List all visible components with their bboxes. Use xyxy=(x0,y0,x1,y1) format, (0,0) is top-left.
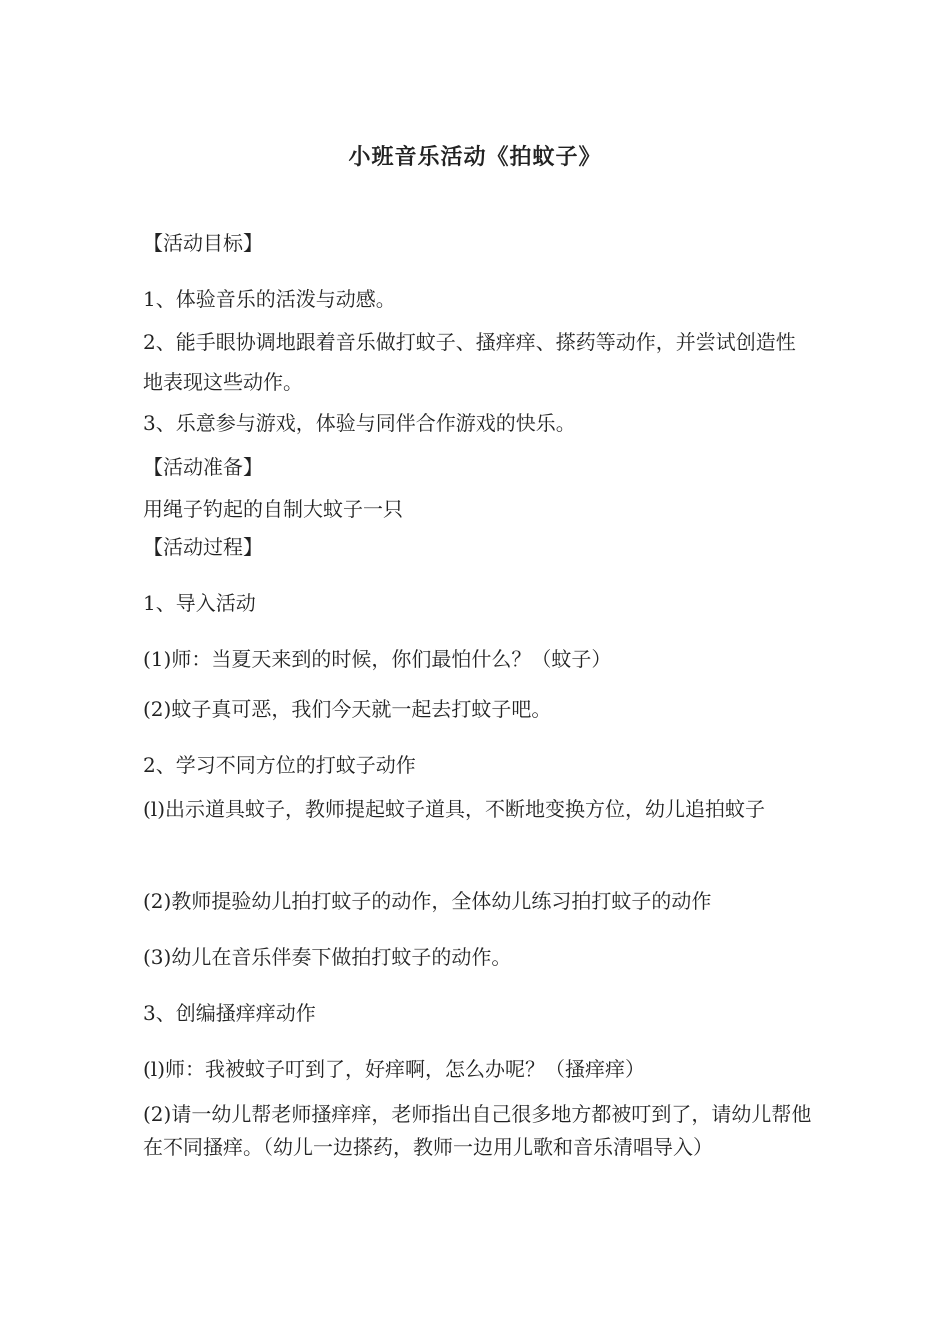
goal-2: 2、能手眼协调地跟着音乐做打蚊子、搔痒痒、搽药等动作，并尝试创造性地表现这些动作。 xyxy=(143,330,796,394)
goal-1: 1、体验音乐的活泼与动感。 xyxy=(143,287,396,311)
step-2-a: (l)出示道具蚊子，教师提起蚊子道具，不断地变换方位，幼儿追拍蚊子 xyxy=(143,797,766,821)
step-3-a: (l)师：我被蚊子叮到了，好痒啊，怎么办呢？（搔痒痒） xyxy=(143,1057,646,1081)
step-1-a: (1)师：当夏天来到的时候，你们最怕什么？（蚊子） xyxy=(143,647,612,671)
step-1-b: (2)蚊子真可恶，我们今天就一起去打蚊子吧。 xyxy=(143,697,552,721)
goals-heading: 【活动目标】 xyxy=(143,231,263,255)
prep-text: 用绳子钓起的自制大蚊子一只 xyxy=(143,497,403,521)
step-2-b: (2)教师提验幼儿拍打蚊子的动作，全体幼儿练习拍打蚊子的动作 xyxy=(143,889,712,913)
step-3-title: 3、创编搔痒痒动作 xyxy=(143,1001,316,1025)
goal-3: 3、乐意参与游戏，体验与同伴合作游戏的快乐。 xyxy=(143,411,576,435)
process-heading: 【活动过程】 xyxy=(143,535,263,559)
document-title: 小班音乐活动《拍蚊子》 xyxy=(348,144,602,170)
prep-heading: 【活动准备】 xyxy=(143,455,263,479)
step-1-title: 1、导入活动 xyxy=(143,591,256,615)
step-2-title: 2、学习不同方位的打蚊子动作 xyxy=(143,753,416,777)
step-3-b: (2)请一幼儿帮老师搔痒痒，老师指出自己很多地方都被叮到了，请幼儿帮他在不同搔痒。（幼儿一边搽药，教师一边用儿歌和音乐清唱导入） xyxy=(143,1102,812,1159)
step-2-c: (3)幼儿在音乐伴奏下做拍打蚊子的动作。 xyxy=(143,945,512,969)
